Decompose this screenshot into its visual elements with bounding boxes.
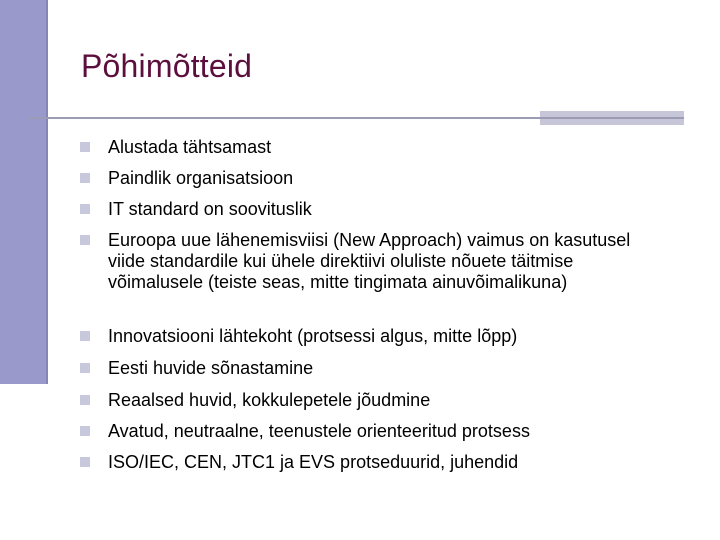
square-bullet-icon bbox=[80, 457, 90, 467]
bullet-text: IT standard on soovituslik bbox=[108, 199, 312, 219]
bullet-text: Avatud, neutraalne, teenustele orienteeritud protsess bbox=[108, 421, 530, 441]
square-bullet-icon bbox=[80, 142, 90, 152]
square-bullet-icon bbox=[80, 235, 90, 245]
bullet-text: ISO/IEC, CEN, JTC1 ja EVS protseduurid, juhendid bbox=[108, 452, 519, 472]
bullet-text: Alustada tähtsamast bbox=[108, 137, 272, 157]
slide-title: Põhimõtteid bbox=[81, 48, 253, 84]
square-bullet-icon bbox=[80, 395, 90, 405]
bullet-text: Paindlik organisatsioon bbox=[108, 168, 294, 188]
bullet-text: Innovatsiooni lähtekoht (protsessi algus, mitte lõpp) bbox=[108, 326, 518, 346]
bullet-text: Euroopa uue lähenemisviisi (New Approach) vaimus on kasutusel viide standardile kui ühele direktiivi oluliste nõuete täitmise võimalusele (teiste seas, mitte tingimata ainuvõimalikuna) bbox=[108, 230, 631, 292]
square-bullet-icon bbox=[80, 204, 90, 214]
square-bullet-icon bbox=[80, 331, 90, 341]
square-bullet-icon bbox=[80, 363, 90, 373]
bullet-text: Eesti huvide sõnastamine bbox=[108, 358, 314, 378]
square-bullet-icon bbox=[80, 426, 90, 436]
bullet-text: Reaalsed huvid, kokkulepetele jõudmine bbox=[108, 390, 431, 410]
square-bullet-icon bbox=[80, 173, 90, 183]
